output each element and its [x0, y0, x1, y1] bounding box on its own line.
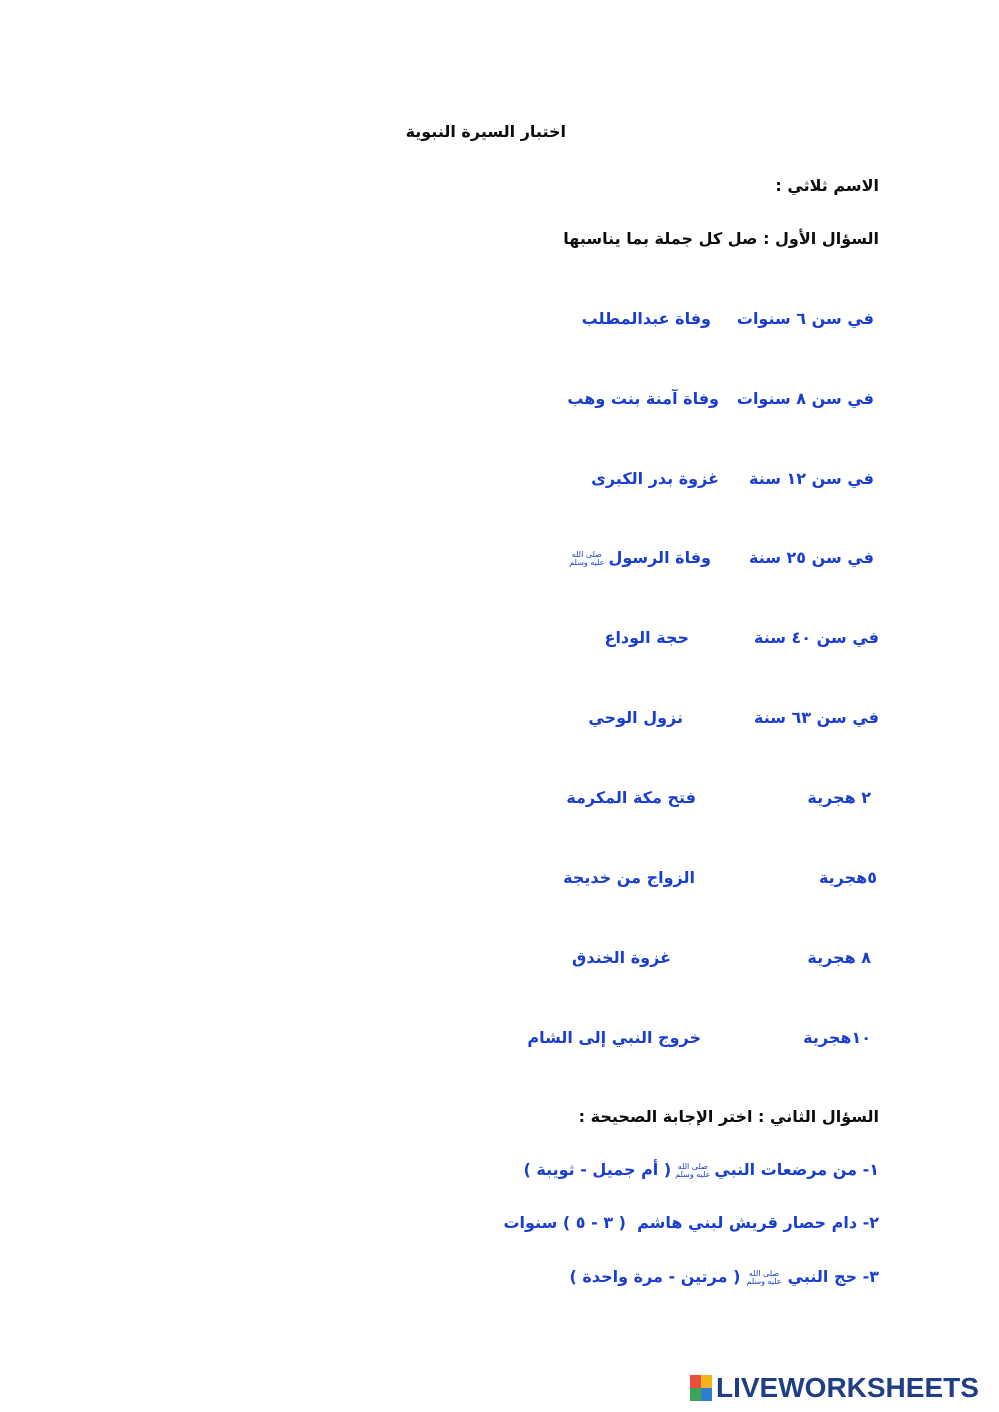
match-row: [527, 1027, 871, 1049]
match-right-item: غزوة الخندق: [572, 948, 671, 967]
liveworksheets-logo: [690, 1372, 979, 1404]
logo-mark-icon: [690, 1375, 712, 1401]
mc-options[interactable]: ( أم جميل - ثويبة ): [523, 1160, 672, 1179]
honorific-mark: صلى الله عليه وسلم: [569, 549, 605, 567]
question-one-heading: السؤال الأول : صل كل جملة بما يناسبها: [563, 229, 879, 248]
match-right-text: وفاة الرسول: [608, 548, 711, 567]
mc-item-text: ٢- دام حصار قريش لبني هاشم: [637, 1213, 879, 1232]
match-right-item: وفاة عبدالمطلب: [581, 309, 711, 328]
match-right-item: حجة الوداع: [604, 628, 689, 647]
logo-square: [690, 1375, 701, 1388]
mc-item-2: [503, 1212, 879, 1234]
match-left-item: في سن ٨ سنوات: [736, 389, 874, 408]
match-left-item: في سن ٦ سنوات: [736, 309, 874, 328]
logo-square: [701, 1375, 712, 1388]
match-left-item: ٢ هجرية: [807, 788, 871, 807]
name-label: الاسم ثلاثي :: [775, 176, 879, 195]
match-row: [588, 707, 879, 729]
question-two-heading: السؤال الثاني : اختر الإجابة الصحيحة :: [578, 1107, 879, 1126]
match-row: [569, 547, 874, 569]
page-title: اختبار السيرة النبوية: [405, 122, 566, 141]
match-right-item: فتح مكة المكرمة: [566, 788, 696, 807]
match-left-item: ١٠هجرية: [803, 1028, 871, 1047]
mc-item-text: ٣- حج النبي: [787, 1267, 879, 1286]
match-right-item: خروج النبي إلى الشام: [527, 1028, 701, 1047]
match-left-item: في سن ١٢ سنة: [748, 469, 874, 488]
match-right-item: نزول الوحي: [588, 708, 683, 727]
honorific-mark: صلى الله عليه وسلم: [675, 1161, 711, 1179]
match-left-item: في سن ٦٣ سنة: [753, 708, 879, 727]
mc-options[interactable]: ( ٣ - ٥ ) سنوات: [503, 1213, 626, 1232]
match-left-item: ٥هجرية: [818, 868, 877, 887]
match-right-item: الزواج من خديجة: [563, 868, 695, 887]
match-right-item: [565, 547, 711, 569]
honorific-mark: صلى الله عليه وسلم: [746, 1268, 782, 1286]
mc-item-3: [570, 1266, 879, 1288]
match-right-item: غزوة بدر الكبرى: [591, 469, 719, 488]
logo-square: [701, 1388, 712, 1401]
match-row: [567, 388, 874, 410]
match-row: [563, 867, 877, 889]
match-left-item: ٨ هجرية: [807, 948, 871, 967]
match-row: [566, 787, 871, 809]
match-left-item: في سن ٢٥ سنة: [748, 548, 874, 567]
logo-square: [690, 1388, 701, 1401]
logo-text: LIVEWORKSHEETS: [716, 1372, 979, 1403]
match-row: [581, 308, 874, 330]
mc-item-text: ١- من مرضعات النبي: [714, 1160, 879, 1179]
mc-item-1: [523, 1159, 879, 1181]
match-right-item: وفاة آمنة بنت وهب: [567, 389, 719, 408]
match-row: [604, 627, 879, 649]
match-left-item: في سن ٤٠ سنة: [753, 628, 879, 647]
match-row: [591, 468, 874, 490]
mc-options[interactable]: ( مرتين - مرة واحدة ): [569, 1267, 741, 1286]
match-row: [572, 947, 871, 969]
